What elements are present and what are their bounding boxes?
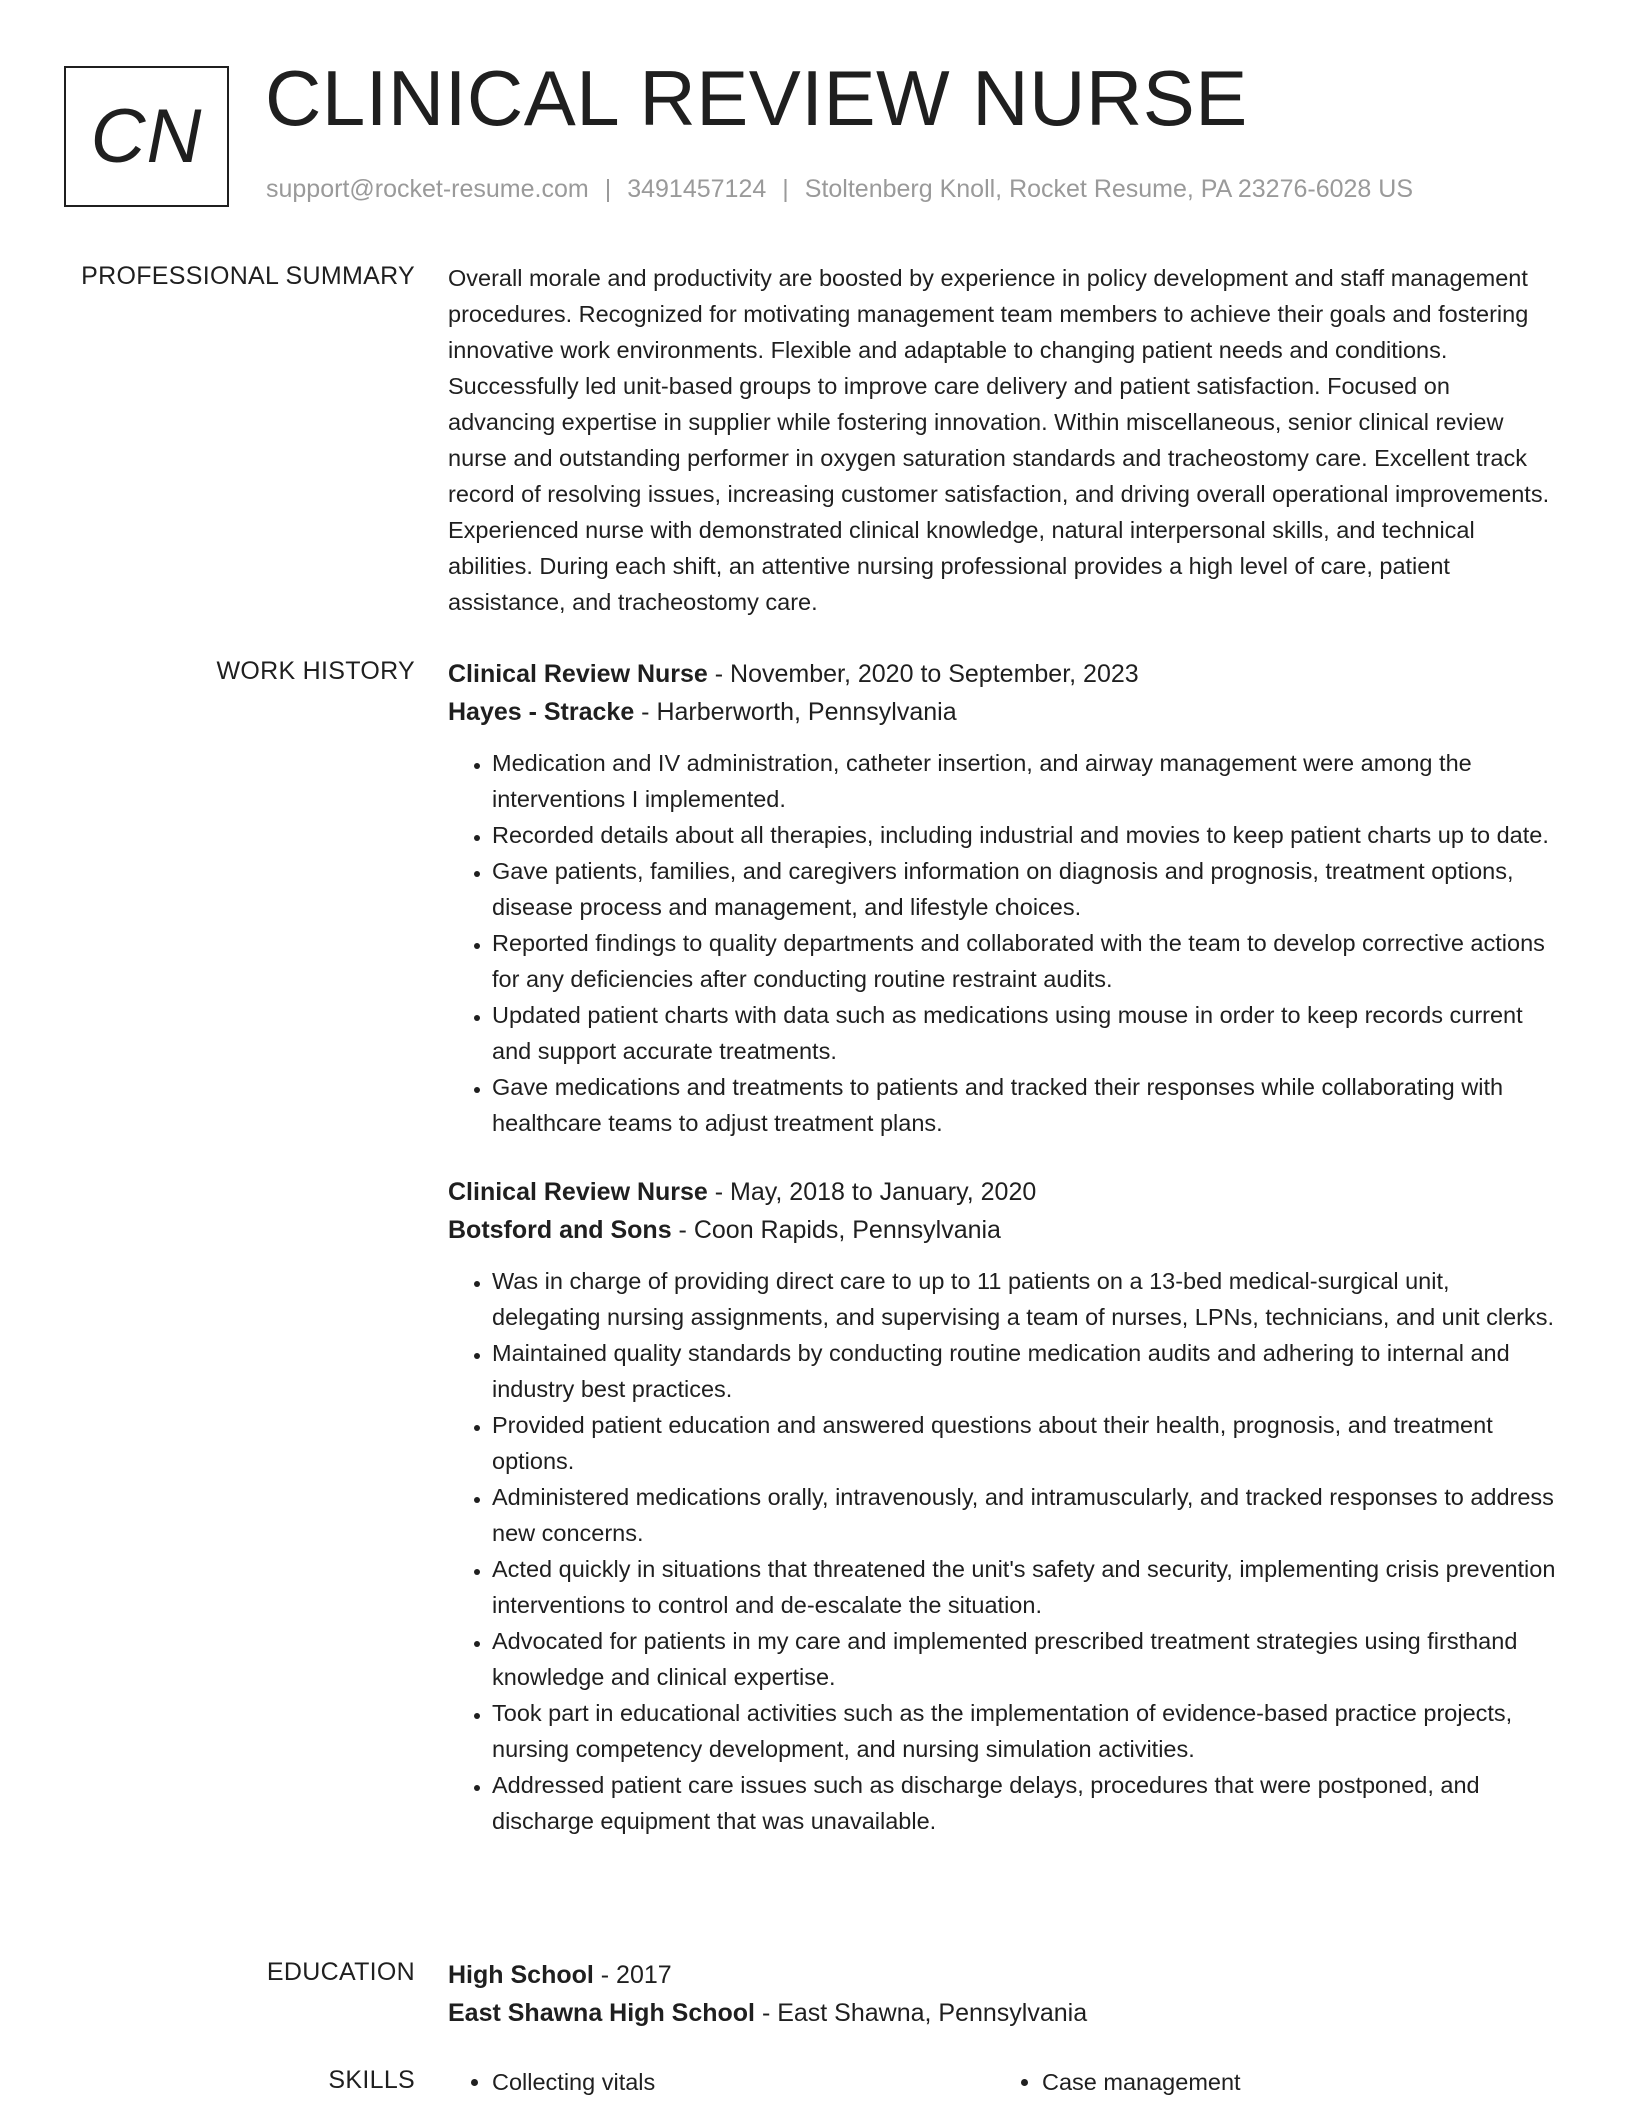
job-bullets bbox=[448, 745, 1558, 1141]
job-bullet: • Provided patient education and answered questions about their health, prognosis, and treatment options. bbox=[492, 1407, 1558, 1479]
job-bullet: • Administered medications orally, intravenously, and intramuscularly, and tracked responses to address new concerns. bbox=[492, 1479, 1558, 1551]
education-location: - East Shawna, Pennsylvania bbox=[755, 1999, 1088, 2027]
job-bullet: • Advocated for patients in my care and implemented prescribed treatment strategies using firsthand knowledge and clinical expertise. bbox=[492, 1623, 1558, 1695]
job-bullet: • Medication and IV administration, catheter insertion, and airway management were among the interventions I implemented. bbox=[492, 745, 1558, 817]
job-bullet: • Gave patients, families, and caregivers information on diagnosis and prognosis, treatment options, disease process and management, and lifestyle choices. bbox=[492, 853, 1558, 925]
education-school: East Shawna High School bbox=[448, 1999, 755, 2027]
job-bullet: • Took part in educational activities such as the implementation of evidence-based practice projects, nursing competency development, and nursing simulation activities. bbox=[492, 1695, 1558, 1767]
education-year: - 2017 bbox=[593, 1961, 672, 1989]
page-title: CLINICAL REVIEW NURSE bbox=[265, 54, 1248, 142]
summary-text: Overall morale and productivity are boosted by experience in policy development and staff management procedures. Recognized for motivating management team members to achieve their goals and fostering innovative work environments. Flexible and adaptable to changing patient needs and conditions. Successfully led unit-based groups to improve care delivery and patient satisfaction. Focused on advancing expertise in supplier while fostering innovation. Within miscellaneous, senior clinical review nurse and outstanding performer in oxygen saturation standards and tracheostomy care. Excellent track record of resolving issues, increasing customer satisfaction, and driving overall operational improvements. Experienced nurse with demonstrated clinical knowledge, natural interpersonal skills, and technical abilities. During each shift, an attentive nursing professional provides a high level of care, patient assistance, and tracheostomy care. bbox=[448, 265, 1550, 615]
job-bullet: • Was in charge of providing direct care to up to 11 patients on a 13-bed medical-surgical unit, delegating nursing assignments, and supervising a team of nurses, LPNs, technicians, and unit clerks. bbox=[492, 1263, 1558, 1335]
monogram-badge bbox=[64, 66, 229, 207]
job-title-line bbox=[448, 655, 1558, 693]
section-label-skills: SKILLS bbox=[328, 2066, 415, 2094]
skill-item: • Collecting vitals bbox=[492, 2064, 998, 2100]
job-dates: - May, 2018 to January, 2020 bbox=[707, 1178, 1037, 1206]
job-bullet: • Reported findings to quality departments and collaborated with the team to develop corrective actions for any deficiencies after conducting routine restraint audits. bbox=[492, 925, 1558, 997]
skills-columns bbox=[448, 2064, 1558, 2100]
job-bullet: • Recorded details about all therapies, including industrial and movies to keep patient charts up to date. bbox=[492, 817, 1558, 853]
job-bullet: • Gave medications and treatments to patients and tracked their responses while collaborating with healthcare teams to adjust treatment plans. bbox=[492, 1069, 1558, 1141]
contact-separator: | bbox=[782, 175, 789, 203]
job-entry bbox=[448, 655, 1558, 1141]
contact-phone[interactable]: 3491457124 bbox=[627, 175, 767, 203]
contact-address: Stoltenberg Knoll, Rocket Resume, PA 23276-6028 US bbox=[804, 175, 1413, 203]
section-label-summary: PROFESSIONAL SUMMARY bbox=[81, 262, 415, 290]
job-company: Hayes - Stracke bbox=[448, 698, 635, 726]
education-degree-line bbox=[448, 1956, 1558, 1994]
job-bullets bbox=[448, 1263, 1558, 1839]
job-company-line bbox=[448, 693, 1558, 731]
monogram-initials: CN bbox=[90, 94, 203, 179]
skills-column-right bbox=[998, 2064, 1548, 2100]
job-bullet: • Updated patient charts with data such as medications using mouse in order to keep records current and support accurate treatments. bbox=[492, 997, 1558, 1069]
job-company-line bbox=[448, 1211, 1558, 1249]
job-title: Clinical Review Nurse bbox=[448, 660, 708, 688]
job-title: Clinical Review Nurse bbox=[448, 1178, 708, 1206]
job-entry bbox=[448, 1173, 1558, 1839]
job-title-line bbox=[448, 1173, 1558, 1211]
job-bullet: • Acted quickly in situations that threatened the unit's safety and security, implementing crisis prevention interventions to control and de-escalate the situation. bbox=[492, 1551, 1558, 1623]
section-label-work-history: WORK HISTORY bbox=[216, 657, 415, 685]
job-location: - Coon Rapids, Pennsylvania bbox=[671, 1216, 1001, 1244]
section-label-education: EDUCATION bbox=[266, 1958, 415, 1986]
contact-email[interactable]: support@rocket-resume.com bbox=[266, 175, 589, 203]
contact-line bbox=[266, 174, 1413, 204]
contact-separator: | bbox=[604, 175, 612, 203]
job-bullet: • Addressed patient care issues such as discharge delays, procedures that were postponed, and discharge equipment that was unavailable. bbox=[492, 1767, 1558, 1839]
skill-item: • Case management bbox=[1042, 2064, 1548, 2100]
job-dates: - November, 2020 to September, 2023 bbox=[707, 660, 1139, 688]
job-location: - Harberworth, Pennsylvania bbox=[634, 698, 957, 726]
education-school-line bbox=[448, 1994, 1558, 2032]
skills-column-left bbox=[448, 2064, 998, 2100]
job-company: Botsford and Sons bbox=[448, 1216, 672, 1244]
education-degree: High School bbox=[448, 1961, 594, 1989]
job-bullet: • Maintained quality standards by conducting routine medication audits and adhering to internal and industry best practices. bbox=[492, 1335, 1558, 1407]
